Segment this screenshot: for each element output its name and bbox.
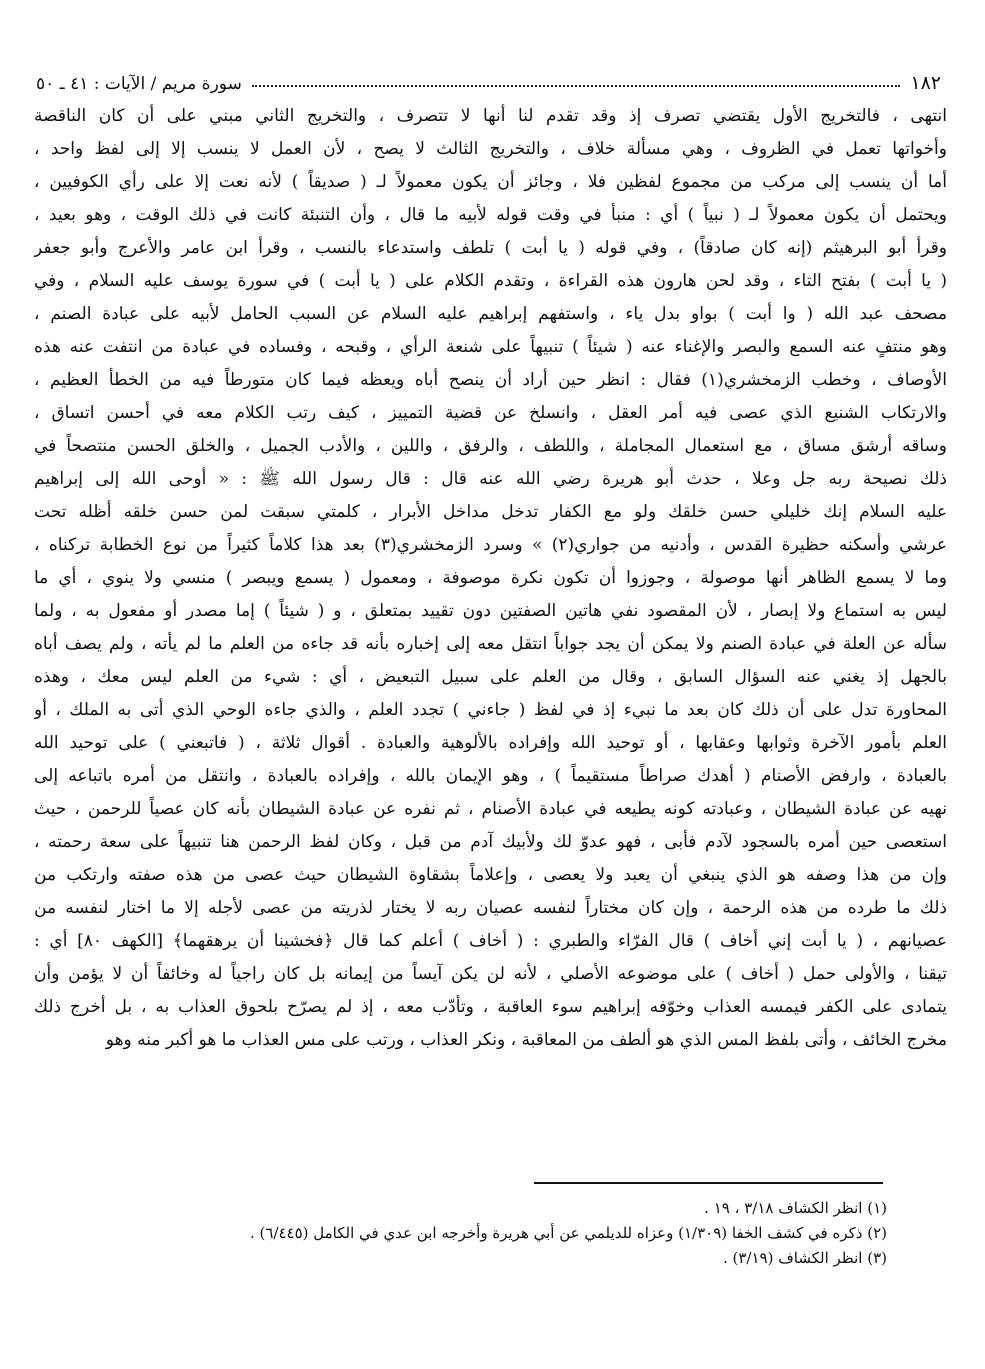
- text-line: وإن من هذا وصفه هو الذي ينبغي أن يعبد ولا يعصى ، وإعلاماً بشقاوة الشيطان حيث عصى من هذه صفته وارتكب من: [34, 865, 947, 885]
- body-text: [34, 100, 947, 1057]
- footnote-1: (١) انظر الكشاف ٣/١٨ ، ١٩ .: [704, 1199, 887, 1217]
- text-line: والارتكاب الشنيع الذي عصى فيه أمر العقل ، وانسلخ عن قضية التمييز ، كيف رتب الكلام معه في أحسن اتساق ،: [34, 403, 947, 423]
- text-line: وقرأ أبو البرهيثم (إنه كان صادقاً) ، وفي قوله ( يا أبت ) تلطف واستدعاء بالنسب ، وقرأ ابن عامر والأعرج وأبو جعفر: [34, 238, 947, 258]
- running-title: سورة مريم / الآيات : ٤١ ـ ٥٠: [36, 74, 242, 94]
- text-line: نهيه عن عبادة الشيطان ، وعبادته كونه يطيعه في عبادة الأصنام ، ثم نفره عن عبادة الشيطان بأنه كان عصياً للرحمن ، حيث: [34, 799, 947, 819]
- text-line: العلم بأمور الآخرة وثوابها وعقابها ، أو توحيد الله وإفراده بالألوهية والعبادة . أقوال ثلاثة ، ( فاتبعني ) على توحيد الله: [34, 733, 947, 753]
- page-header: [36, 60, 941, 94]
- text-line: المحاورة تدل على أن ذلك كان بعد ما نبيء إذ في لفظ ( جاءني ) تجدد العلم ، والذي جاءه الوحي الذي أتى به الملك ، أو: [34, 700, 947, 720]
- text-line: عصيانهم ، ( يا أبت إني أخاف ) قال الفرّاء والطبري : ( أخاف ) أعلم كما قال ﴿فخشينا أن يرهقهما﴾ [الكهف ٨٠] أي :: [34, 931, 947, 951]
- text-line: انتهى ، فالتخريج الأول يقتضي تصرف إذ وقد تقدم لنا أنها لا تتصرف ، والتخريج الثاني مبني على أن كان الناقصة: [34, 106, 947, 126]
- text-line: أما أن ينسب إلى مركب من مجموع لفظين فلا ، وجائز أن يكون معمولاً لـ ( صديقاً ) لأنه نعت إلا على رأي الكوفيين ،: [34, 172, 947, 192]
- text-line: الأوصاف ، وخطب الزمخشري(١) فقال : انظر حين أراد أن ينصح أباه ويعظه فيما كان متورطاً فيه من الخطأ العظيم ،: [34, 370, 947, 390]
- text-line: ( يا أبت ) بفتح التاء ، وقد لحن هارون هذه القراءة ، وتقدم الكلام على ( يا أبت ) في سورة يوسف عليه السلام ، وفي: [34, 271, 947, 291]
- text-line: مخرج الخائف ، وأتى بلفظ المس الذي هو ألطف من المعاقبة ، ونكر العذاب ، ورتب على مس العذاب ما هو أكبر منه وهو: [105, 1030, 947, 1050]
- text-line: وما لا يسمع الظاهر أنها موصولة ، وجوزوا أن تكون نكرة موصوفة ، ومعمول ( يسمع ويبصر ) منسي ولا ينوي ، أي ما: [34, 568, 947, 588]
- header-dot-leader: [252, 85, 901, 87]
- text-line: تيقنا ، والأولى حمل ( أخاف ) على موضوعه الأصلي ، لأنه لن يكن آيساً من إيمانه بل كان راجياً له وخائفاً أن لا يؤمن وأن: [34, 964, 947, 984]
- text-line: عرشي وأسكنه حظيرة القدس ، وأدنيه من جواري(٢) » وسرد الزمخشري(٣) بعد هذا كلاماً كثيراً من نوع الخطابة تركناه ،: [34, 535, 947, 555]
- footnote-2: (٢) ذكره في كشف الخفا (١/٣٠٩) وعزاه للديلمي عن أبي هريرة وأخرجه ابن عدي في الكامل (٦/٤٤٥) .: [249, 1224, 887, 1242]
- footnote-3: (٣) انظر الكشاف (٣/١٩) .: [722, 1249, 887, 1267]
- text-line: بالجهل إذ يغني عنه السؤال السابق ، وقال من العلم على سبيل التبعيض ، أي : شيء من العلم ليس معك ، وهذه: [34, 667, 947, 687]
- footnote-divider: [534, 1182, 883, 1184]
- text-line: ويحتمل أن يكون معمولاً لـ ( نبياً ) أي : منبأ في وقت قوله لأبيه ما قال ، وأن التنبئة كانت في ذلك الوقت ، وهو بعيد ،: [34, 205, 947, 225]
- text-line: وهو منتفٍ عنه السمع والبصر والإغناء عنه ( شيئاً ) تنبيهاً على شنعة الرأي ، وقبحه ، وفساده في عبادة من انتفت عنه هذه: [34, 337, 947, 357]
- text-line: عليه السلام إنك خليلي حسن خلقك ولو مع الكفار تدخل مداخل الأبرار ، كلمتي سبقت لمن حسن خلقه أظله تحت: [34, 502, 947, 522]
- footnotes: [60, 1196, 887, 1271]
- text-line: استعصى حين أمره بالسجود لآدم فأبى ، فهو عدوّ لك ولأبيك آدم من قبل ، وكان لفظ الرحمن هنا تنبيهاً على سعة رحمته ،: [34, 832, 947, 852]
- text-line: ذلك ما طرده من هذه الرحمة ، وإن كان مختاراً لنفسه عصيان ربه لا يختار لذريته من عصى لأجله إلا ما اختار لنفسه من: [34, 898, 947, 918]
- text-line: بالعبادة ، وارفض الأصنام ( أهدك صراطاً مستقيماً ) ، وهو الإيمان بالله ، وإفراده بالعبادة ، وانتقل من أمره باتباعه إلى: [34, 766, 947, 786]
- text-line: يتمادى على الكفر فيمسه العذاب وخوّفه إبراهيم سوء العاقبة ، وتأدّب معه ، إذ لم يصرّح بلحوق العذاب به ، بل أخرج ذلك: [34, 997, 947, 1017]
- text-line: سأله عن العلة في عبادة الصنم ولا يمكن أن يجد جواباً انتقل معه إلى إخباره بأنه قد جاءه من العلم ما لم يأته ، ولم يصف أباه: [34, 634, 947, 654]
- text-line: وأخواتها تعمل في الظروف ، وهي مسألة خلاف ، والتخريج الثالث لا يصح ، لأن العمل لا ينسب إلا إلى لفظ واحد ،: [34, 139, 947, 159]
- text-line: وساقه أرشق مساق ، مع استعمال المجاملة ، واللطف ، والرفق ، واللين ، والأدب الجميل ، والخلق الحسن منتصحاً في: [34, 436, 947, 456]
- text-line: ذلك نصيحة ربه جل وعلا ، حدث أبو هريرة رضي الله عنه قال : قال رسول الله ﷺ : « أوحى الله إلى إبراهيم: [34, 469, 947, 489]
- text-line: مصحف عبد الله ( وا أبت ) بواو بدل ياء ، واستفهم إبراهيم عليه السلام عن السبب الحامل لأبيه على عبادة الصنم ،: [34, 304, 947, 324]
- text-line: ليس به استماع ولا إبصار ، لأن المقصود نفي هاتين الصفتين دون تقييد بمتعلق ، و ( شيئاً ) إما مصدر أو مفعول به ، ولما: [34, 601, 947, 621]
- page-number: ١٨٢: [910, 72, 941, 94]
